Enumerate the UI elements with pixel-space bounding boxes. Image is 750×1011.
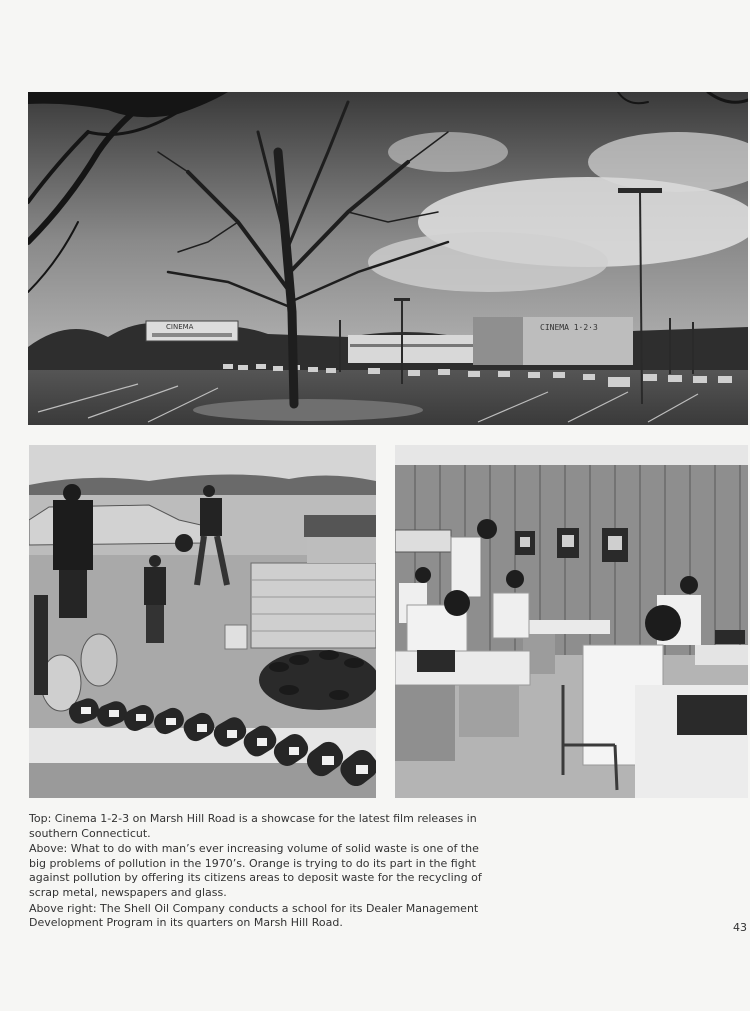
roadside-cinema-sign: CINEMA xyxy=(166,323,194,331)
recycling-photo xyxy=(29,445,376,798)
cinema-building-sign: CINEMA 1·2·3 xyxy=(540,323,598,332)
page-number: 43 xyxy=(733,921,747,934)
caption-above-right: Above right: The Shell Oil Company conducts a school for its Dealer Management Development Program in its quarters on Marsh Hill Road. xyxy=(29,901,479,930)
caption-top: Top: Cinema 1-2-3 on Marsh Hill Road is a showcase for the latest film releases in southern Connecticut. xyxy=(29,812,477,840)
caption-above: Above: What to do with man’s ever increasing volume of solid waste is one of the big problems of pollution in the 1970’s. Orange is trying to do its part in the fight against pollution by offering its citizens areas to deposit waste for the recycling of scrap metal, newspapers and glass. xyxy=(29,842,482,899)
photo-captions xyxy=(29,812,489,932)
cinema-photo xyxy=(28,92,748,425)
classroom-photo xyxy=(395,445,748,798)
